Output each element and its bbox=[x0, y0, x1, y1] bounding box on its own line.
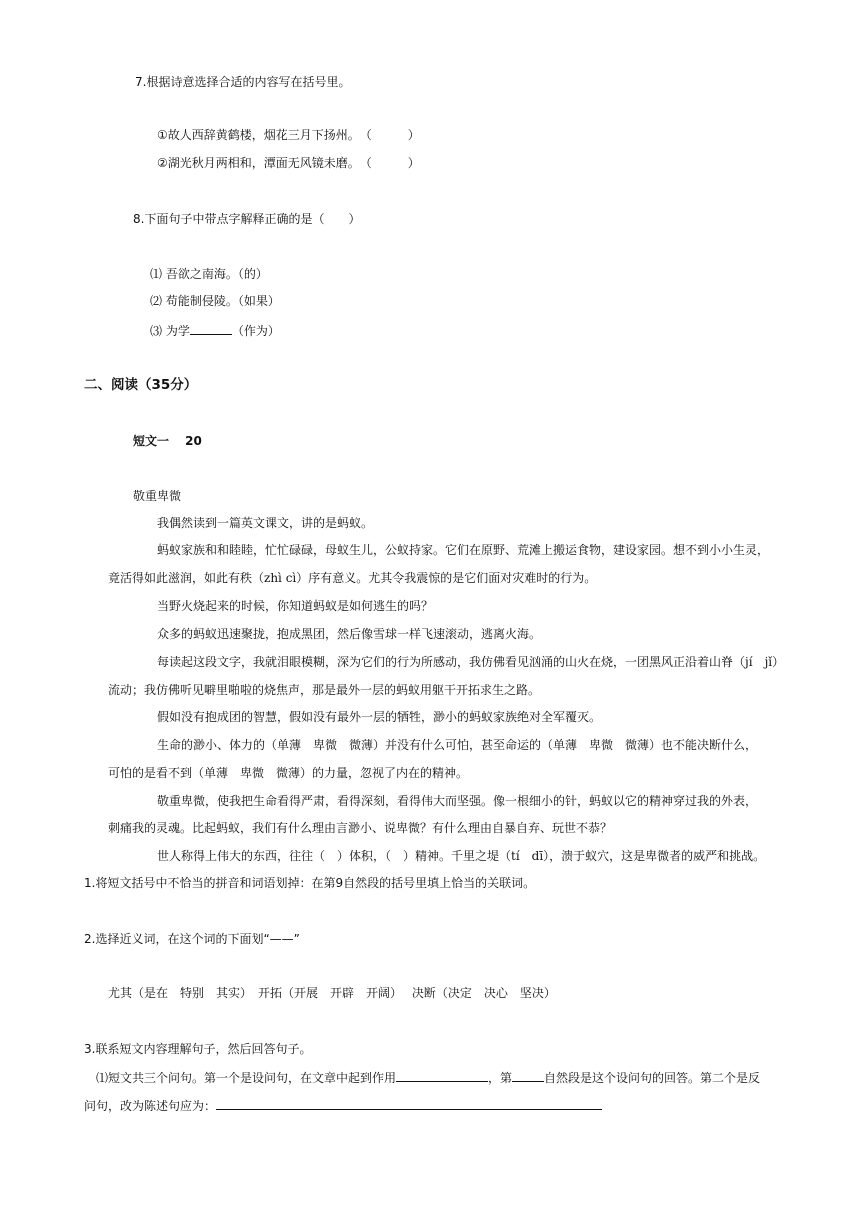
q7-item-2: ②湖光秋月两相和，潭面无风镜未磨。 （ ） bbox=[157, 156, 420, 170]
passage-line: 假如没有抱成团的智慧，假如没有最外一层的牺牲，渺小的蚂蚁家族绝对全军覆灭。 bbox=[157, 710, 602, 724]
q8-item-3 bbox=[150, 322, 280, 339]
qa-question-3-1-text-b: ，第 bbox=[488, 1071, 513, 1085]
q8-item-3-prefix: ⑶ 为学 bbox=[150, 324, 190, 338]
answer-blank[interactable] bbox=[190, 322, 232, 335]
passage-line: 流动；我仿佛听见噼里啪啦的烧焦声，那是最外一层的蚂蚁用躯干开拓求生之路。 bbox=[108, 683, 541, 697]
qa-question-3-1-text-c: 自然段是这个设问句的回答。第二个是反 bbox=[544, 1071, 761, 1085]
passage-line: 敬重卑微，使我把生命看得严肃，看得深刻，看得伟大而坚强。像一根细小的针，蚂蚁以它的精神穿过我的外表， bbox=[157, 794, 758, 808]
qa-question-3-1-text-a: ⑴短文共三个问句。第一个是设问句，在文章中起到作用 bbox=[96, 1071, 397, 1085]
qa-question-3-1-text-d: 问句，改为陈述句应为： bbox=[84, 1099, 217, 1113]
passage-line: 我偶然读到一篇英文课文，讲的是蚂蚁。 bbox=[157, 516, 374, 530]
passage-line: 可怕的是看不到（单薄 卑微 微薄）的力量，忽视了内在的精神。 bbox=[108, 766, 469, 780]
passage-line: 当野火烧起来的时候，你知道蚂蚁是如何逃生的吗？ bbox=[157, 599, 434, 613]
qa-question-2: 2.选择近义词，在这个词的下面划“——” bbox=[84, 932, 300, 946]
q8-title: 8.下面句子中带点字解释正确的是（ ） bbox=[133, 212, 361, 226]
passage-line: 刺痛我的灵魂。比起蚂蚁，我们有什么理由言渺小、说卑微？有什么理由自暴自弃、玩世不恭？ bbox=[108, 821, 613, 835]
passage-line: 每读起这段文字，我就泪眼模糊，深为它们的行为所感动，我仿佛看见汹涌的山火在烧，一团黑风正沿着山脊（jí jǐ） bbox=[157, 655, 785, 669]
qa-question-3-1 bbox=[96, 1069, 760, 1086]
qa-question-2-options: 尤其（是在 特别 其实） 开拓（开展 开辟 开阔） 决断（决定 决心 坚决） bbox=[108, 986, 556, 1000]
passage-line: 生命的渺小、体力的（单薄 卑微 微薄）并没有什么可怕，甚至命运的（单薄 卑微 微薄）也不能决断什么， bbox=[157, 738, 758, 752]
passage-label: 短文一 20 bbox=[133, 434, 202, 448]
q8-item-1: ⑴ 吾欲之南海。（的） bbox=[150, 267, 268, 281]
q7-item-1: ①故人西辞黄鹤楼，烟花三月下扬州。 （ ） bbox=[157, 128, 420, 142]
passage-line: 世人称得上伟大的东西，往往（ ）体积，（ ）精神。千里之堤（tí dī），溃于蚁穴，这是卑微者的威严和挑战。 bbox=[157, 849, 766, 863]
section-2-title: 二、阅读（35分） bbox=[84, 377, 198, 393]
answer-blank[interactable] bbox=[512, 1069, 544, 1082]
q7-title: 7.根据诗意选择合适的内容写在括号里。 bbox=[135, 75, 351, 89]
answer-blank[interactable] bbox=[396, 1069, 488, 1082]
qa-question-1: 1.将短文括号中不恰当的拼音和词语划掉：在第9自然段的括号里填上恰当的关联词。 bbox=[84, 876, 536, 890]
passage-line: 竟活得如此滋润，如此有秩（zhì cì）序有意义。尤其令我震惊的是它们面对灾难时的行为。 bbox=[108, 571, 597, 585]
passage-line: 众多的蚂蚁迅速聚拢，抱成黑团，然后像雪球一样飞速滚动，逃离火海。 bbox=[157, 627, 542, 641]
passage-line: 蚂蚁家族和和睦睦，忙忙碌碌，母蚁生儿，公蚁持家。它们在原野、荒滩上搬运食物，建设家园。想不到小小生灵， bbox=[157, 543, 770, 557]
q8-item-3-suffix: （作为） bbox=[231, 324, 280, 338]
qa-question-3-1-cont bbox=[84, 1097, 602, 1114]
qa-question-3: 3.联系短文内容理解句子，然后回答句子。 bbox=[84, 1042, 312, 1056]
answer-blank[interactable] bbox=[216, 1097, 602, 1110]
q8-item-2: ⑵ 苟能制侵陵。（如果） bbox=[150, 294, 280, 308]
passage-title: 敬重卑微 bbox=[133, 489, 182, 503]
